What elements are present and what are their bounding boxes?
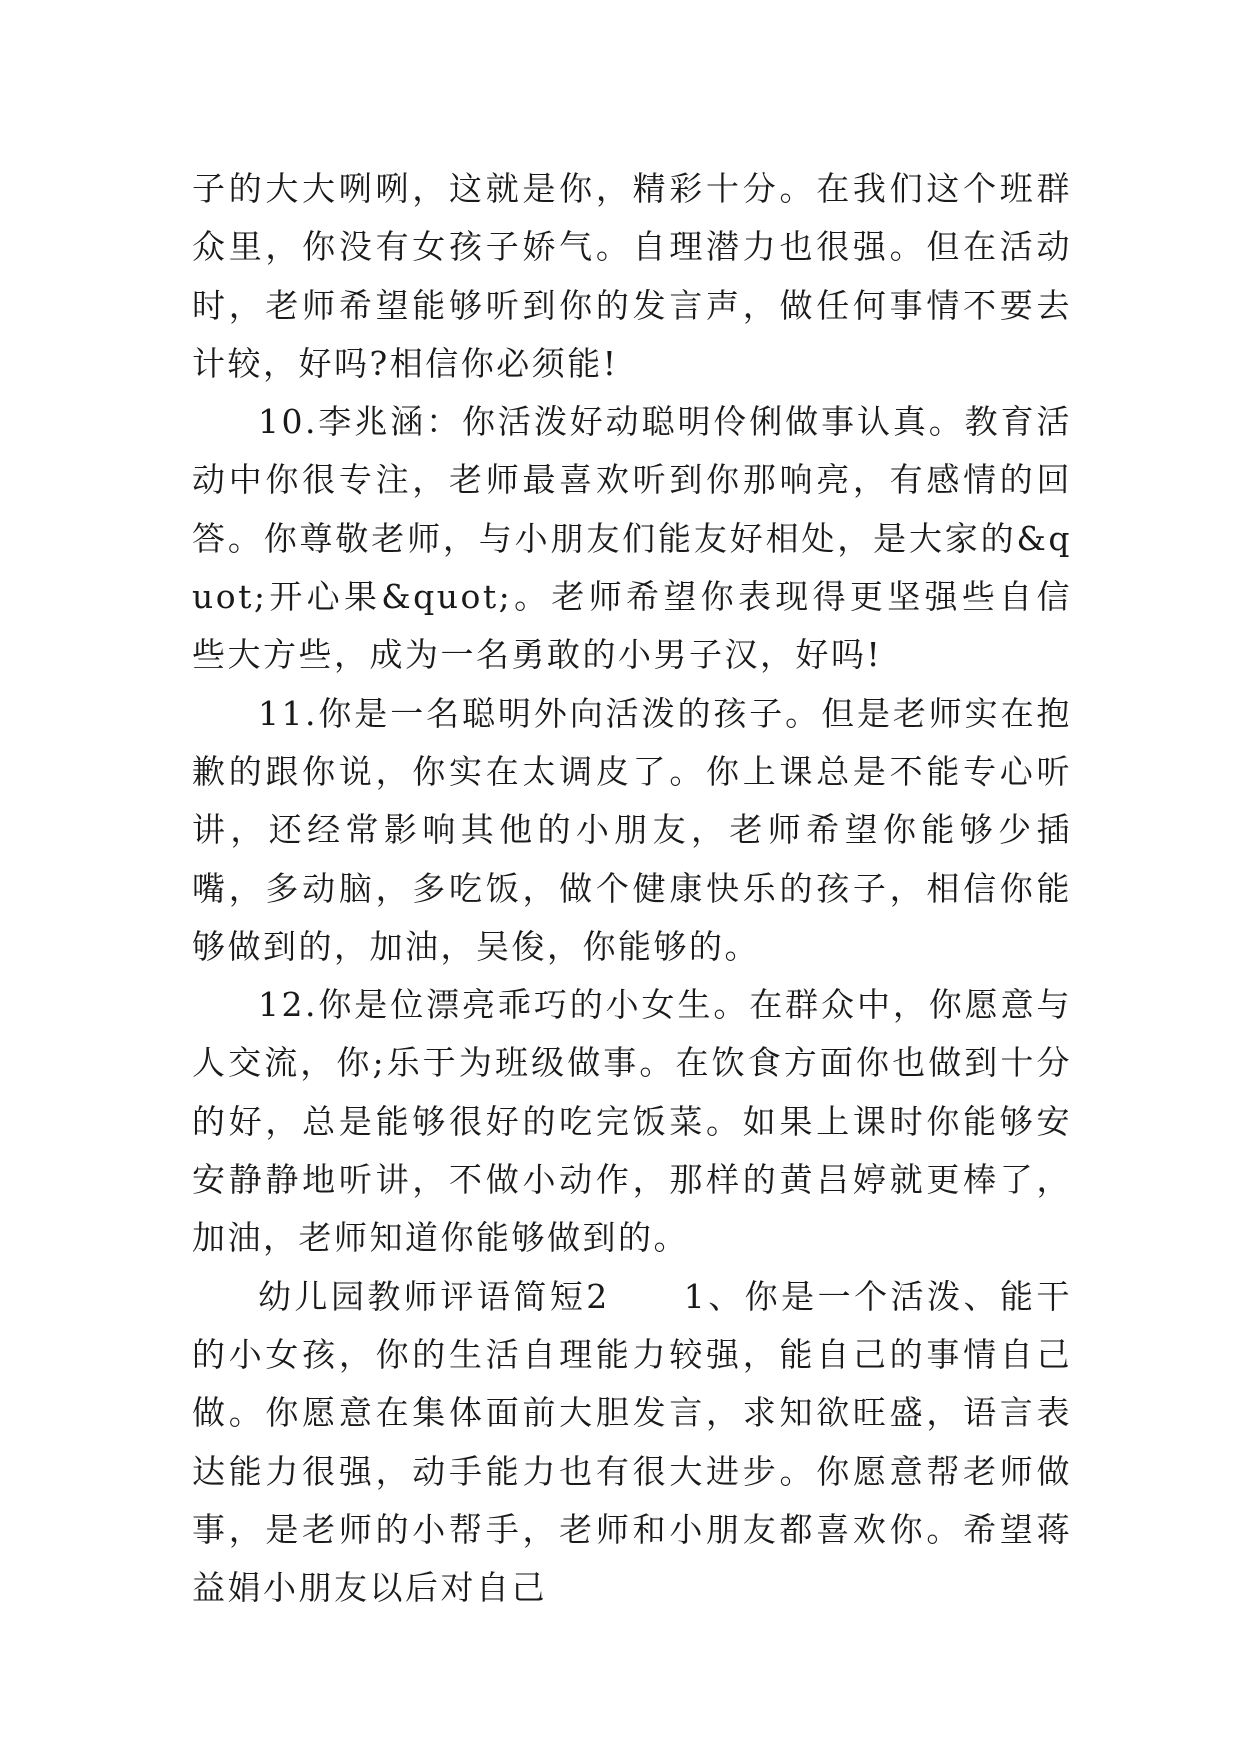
paragraph-item-12: 12.你是位漂亮乖巧的小女生。在群众中，你愿意与人交流，你;乐于为班级做事。在饮食方面你也做到十分的好，总是能够很好的吃完饭菜。如果上课时你能够安安静静地听讲，不做小动作，那样的黄吕婷就更棒了，加油，老师知道你能够做到的。 [192, 985, 1072, 1258]
paragraph-continuation: 子的大大咧咧，这就是你，精彩十分。在我们这个班群众里，你没有女孩子娇气。自理潜力也很强。但在活动时，老师希望能够听到你的发言声，做任何事情不要去计较，好吗?相信你必须能! [192, 169, 1072, 383]
paragraph-item-10: 10.李兆涵：你活泼好动聪明伶俐做事认真。教育活动中你很专注，老师最喜欢听到你那响亮，有感情的回答。你尊敬老师，与小朋友们能友好相处，是大家的&quot;开心果&quot;。老师希望你表现得更坚强些自信些大方些，成为一名勇敢的小男子汉，好吗! [192, 402, 1072, 675]
paragraph-item-11: 11.你是一名聪明外向活泼的孩子。但是老师实在抱歉的跟你说，你实在太调皮了。你上课总是不能专心听讲，还经常影响其他的小朋友，老师希望你能够少插嘴，多动脑，多吃饭，做个健康快乐的孩子，相信你能够做到的，加油，吴俊，你能够的。 [192, 693, 1072, 966]
paragraph-section-2: 幼儿园教师评语简短2 1、你是一个活泼、能干的小女孩，你的生活自理能力较强，能自己的事情自己做。你愿意在集体面前大胆发言，求知欲旺盛，语言表达能力很强，动手能力也有很大进步。你愿意帮老师做事，是老师的小帮手，老师和小朋友都喜欢你。希望蒋益娟小朋友以后对自己 [192, 1276, 1072, 1608]
document-body [192, 160, 1072, 1617]
